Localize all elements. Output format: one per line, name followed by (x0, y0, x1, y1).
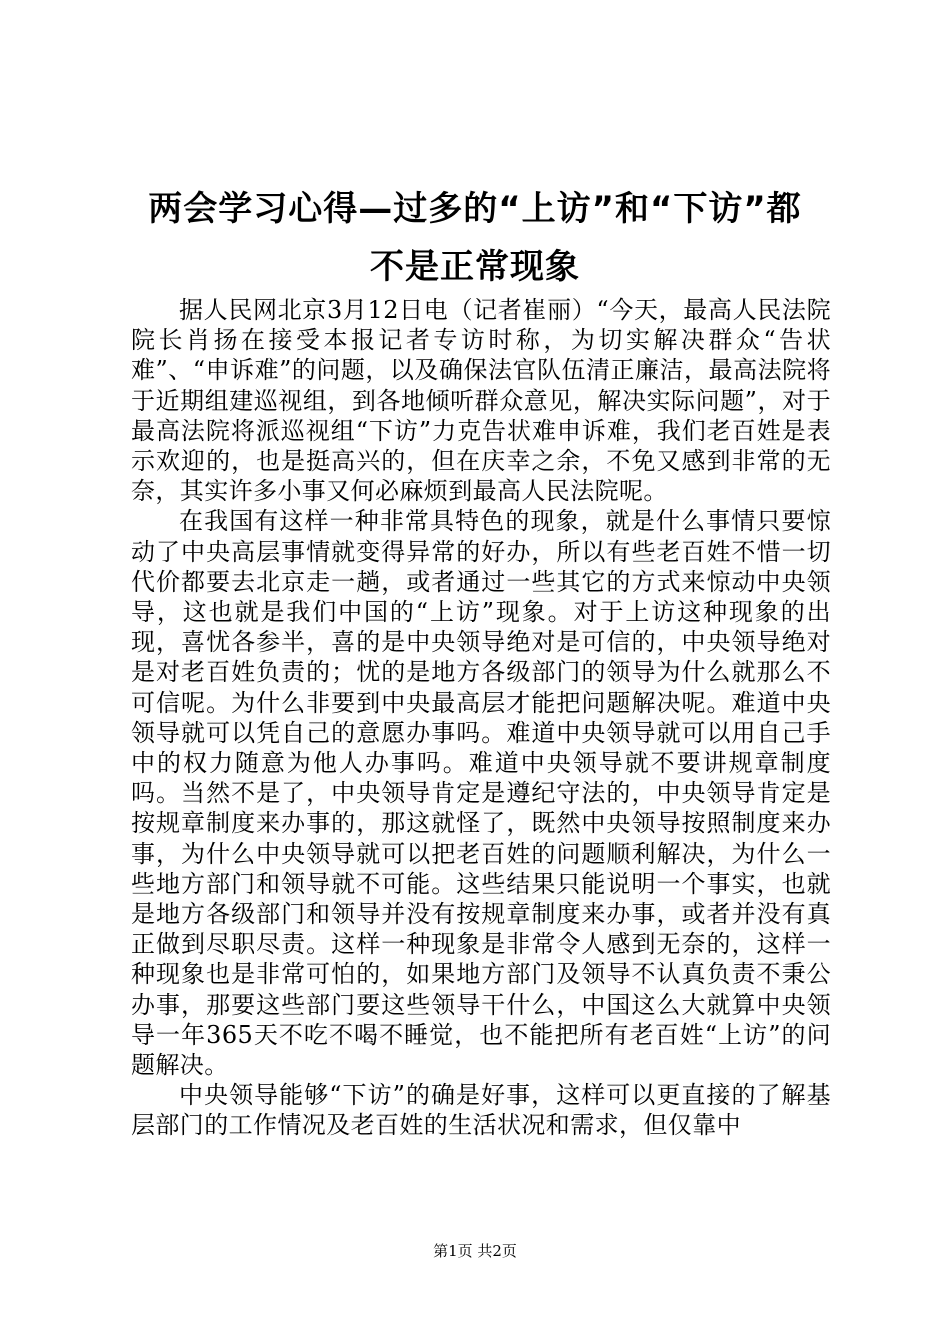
paragraph-3: 中央领导能够“下访”的确是好事，这样可以更直接的了解基层部门的工作情况及老百姓的生活状况和需求，但仅靠中 (131, 1081, 831, 1140)
page-footer: 第1页 共2页 (433, 1242, 517, 1260)
document-body (131, 295, 831, 1141)
document-title-line-2: 不是正常现象 (370, 247, 580, 287)
paragraph-2: 在我国有这样一种非常具特色的现象，就是什么事情只要惊动了中央高层事情就变得异常的好办，所以有些老百姓不惜一切代价都要去北京走一趟，或者通过一些其它的方式来惊动中央领导，这也就是我们中国的“上访”现象。对于上访这种现象的出现，喜忧各参半，喜的是中央领导绝对是可信的，中央领导绝对是对老百姓负责的；忧的是地方各级部门的领导为什么就那么不可信呢。为什么非要到中央最高层才能把问题解决呢。难道中央领导就可以凭自己的意愿办事吗。难道中央领导就可以用自己手中的权力随意为他人办事吗。难道中央领导就不要讲规章制度吗。当然不是了，中央领导肯定是遵纪守法的，中央领导肯定是按规章制度来办事的，那这就怪了，既然中央领导按照制度来办事，为什么中央领导就可以把老百姓的问题顺利解决，为什么一些地方部门和领导就不可能。这些结果只能说明一个事实，也就是地方各级部门和领导并没有按规章制度来办事，或者并没有真正做到尽职尽责。这样一种现象是非常令人感到无奈的，这样一种现象也是非常可怕的，如果地方部门及领导不认真负责不秉公办事，那要这些部门要这些领导干什么，中国这么大就算中央领导一年365天不吃不喝不睡觉，也不能把所有老百姓“上访”的问题解决。 (131, 507, 831, 1080)
document-title-line-1: 两会学习心得—过多的“上访”和“下访”都 (148, 189, 802, 229)
paragraph-1: 据人民网北京3月12日电（记者崔丽）“今天，最高人民法院院长肖扬在接受本报记者专访时称，为切实解决群众“告状难”、“申诉难”的问题，以及确保法官队伍清正廉洁，最高法院将于近期组建巡视组，到各地倾听群众意见，解决实际问题”，对于最高法院将派巡视组“下访”力克告状难申诉难，我们老百姓是表示欢迎的，也是挺高兴的，但在庆幸之余，不免又感到非常的无奈，其实许多小事又何必麻烦到最高人民法院呢。 (131, 296, 831, 506)
